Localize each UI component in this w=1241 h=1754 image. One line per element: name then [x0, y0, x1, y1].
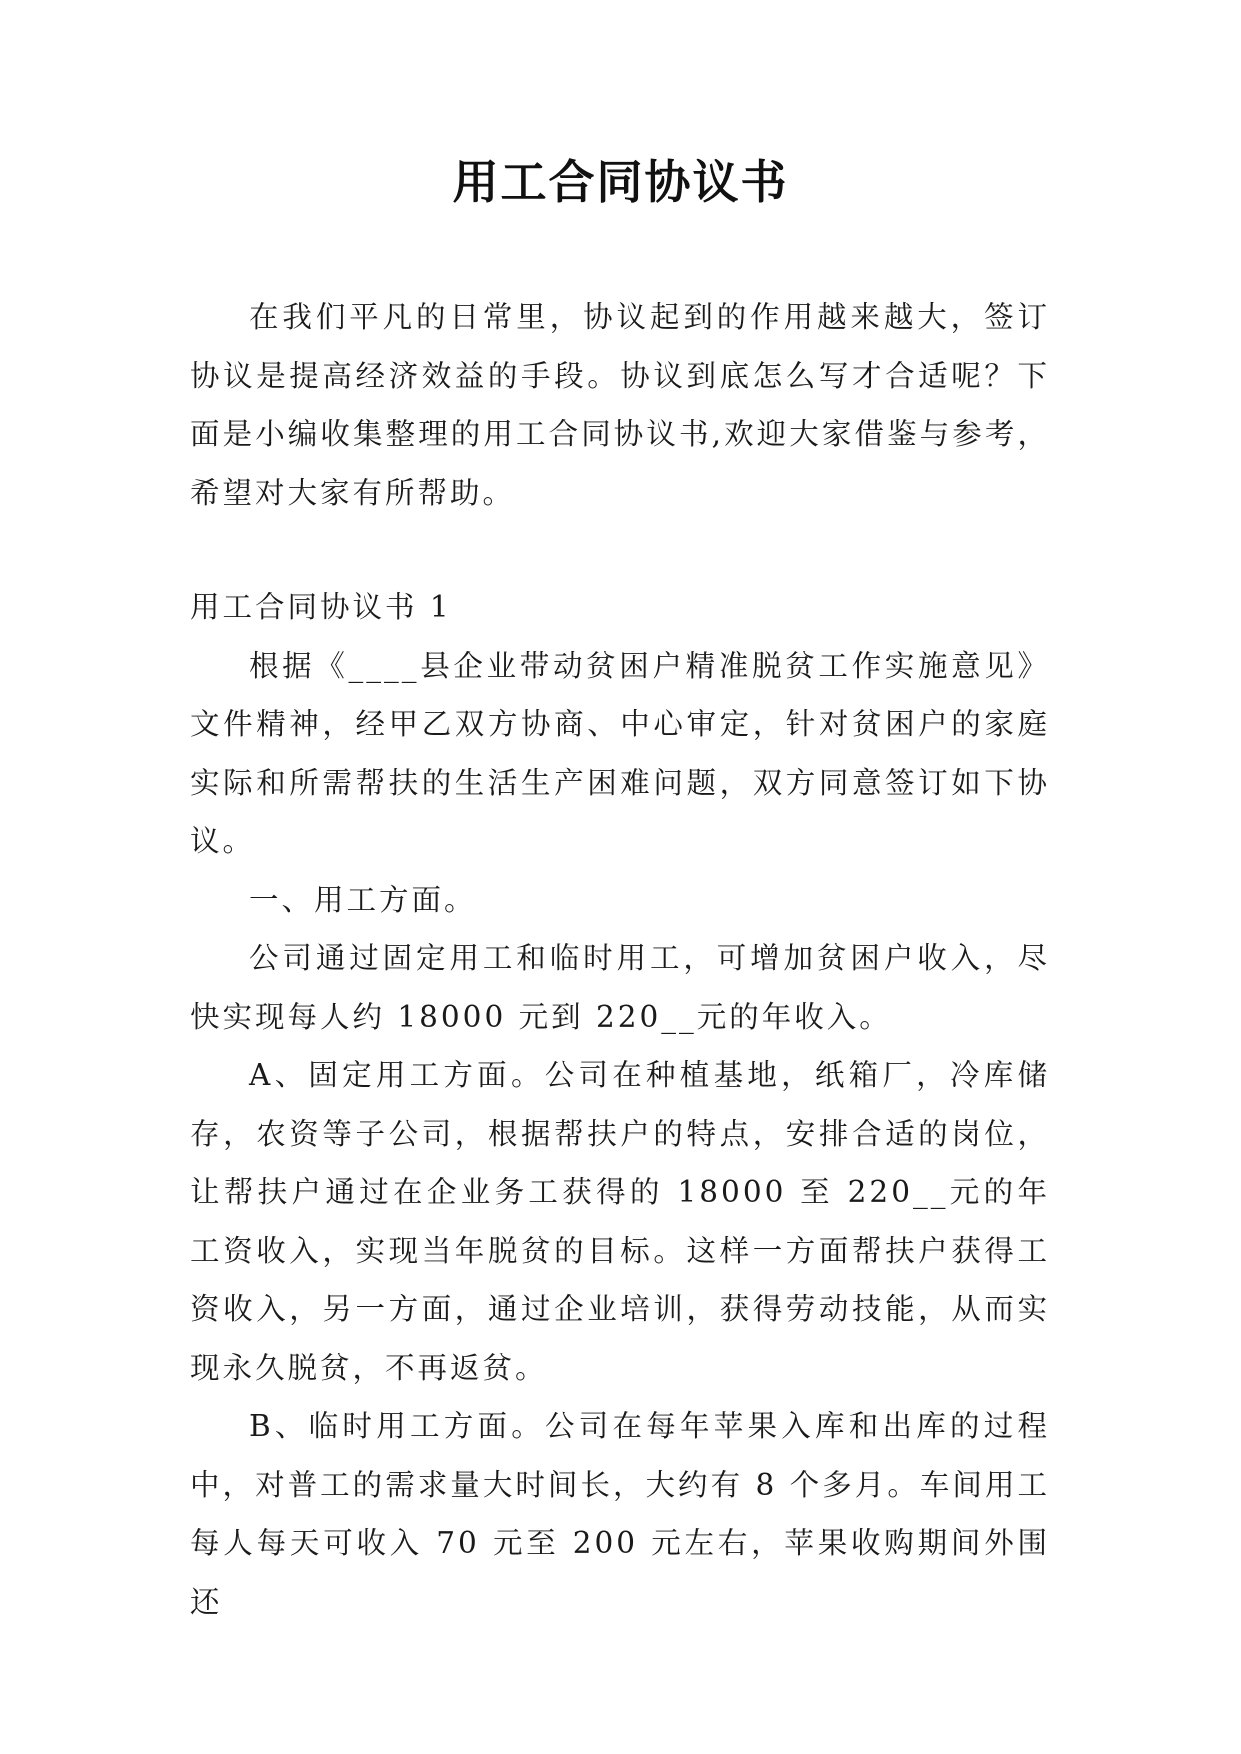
- paragraph-employment-heading: 一、用工方面。: [249, 882, 477, 917]
- intro-paragraph: 在我们平凡的日常里，协议起到的作用越来越大，签订协议是提高经济效益的手段。协议到底怎么写才合适呢？下面是小编收集整理的用工合同协议书,欢迎大家借鉴与参考，希望对大家有所帮助。: [190, 300, 1050, 510]
- section-1: [190, 578, 1050, 1631]
- section-heading: 用工合同协议书 1: [190, 590, 452, 624]
- document-title: 用工合同协议书: [452, 155, 789, 209]
- paragraph-employment-summary: 公司通过固定用工和临时用工，可增加贫困户收入，尽快实现每人约 18000 元到 220__元的年收入。: [190, 941, 1050, 1034]
- paragraph-temporary-employment: B、临时用工方面。公司在每年苹果入库和出库的过程中，对普工的需求量大时间长，大约有 8 个多月。车间用工每人每天可收入 70 元至 200 元左右，苹果收购期间外围还: [190, 1409, 1050, 1619]
- intro-block: [190, 288, 1050, 522]
- paragraph-fixed-employment: A、固定用工方面。公司在种植基地，纸箱厂，冷库储存，农资等子公司，根据帮扶户的特点，安排合适的岗位，让帮扶户通过在企业务工获得的 18000 至 220__元的年工资收入，实现当年脱贫的目标。这样一方面帮扶户获得工资收入，另一方面，通过企业培训，获得劳动技能，从而实现永久脱贫，不再返贫。: [190, 1058, 1050, 1385]
- paragraph-basis: 根据《____县企业带动贫困户精准脱贫工作实施意见》文件精神，经甲乙双方协商、中心审定，针对贫困户的家庭实际和所需帮扶的生活生产困难问题，双方同意签订如下协议。: [190, 648, 1050, 858]
